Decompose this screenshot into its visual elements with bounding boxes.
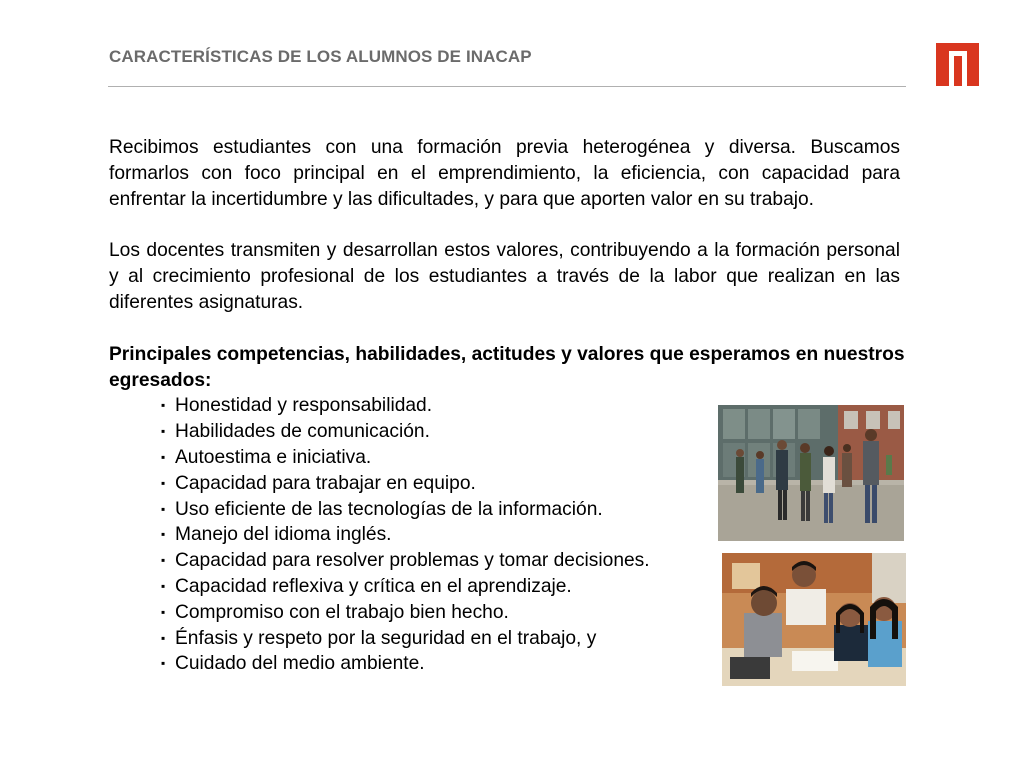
competency-text: Uso eficiente de las tecnologías de la información. xyxy=(175,498,603,520)
title-divider xyxy=(108,86,906,87)
inacap-logo-icon xyxy=(936,43,979,86)
square-bullet-icon: ▪ xyxy=(161,398,166,413)
competency-text: Énfasis y respeto por la seguridad en el trabajo, y xyxy=(175,627,597,649)
teachers-paragraph: Los docentes transmiten y desarrollan estos valores, contribuyendo a la formación personal y al crecimiento profesional de los estudiantes a través de la labor que realizan en las diferentes asignaturas. xyxy=(109,240,900,313)
competency-text: Capacidad para trabajar en equipo. xyxy=(175,472,476,494)
students-studying-photo xyxy=(722,553,906,686)
square-bullet-icon: ▪ xyxy=(161,527,166,542)
square-bullet-icon: ▪ xyxy=(161,553,166,568)
slide-title: CARACTERÍSTICAS DE LOS ALUMNOS DE INACAP xyxy=(109,47,532,66)
students-walking-photo xyxy=(718,405,904,541)
competency-text: Honestidad y responsabilidad. xyxy=(175,395,433,417)
competencies-heading: Principales competencias, habilidades, actitudes y valores que esperamos en nuestros egresados: xyxy=(109,343,905,391)
intro-paragraph: Recibimos estudiantes con una formación previa heterogénea y diversa. Buscamos formarlos con foco principal en el emprendimiento, la eficiencia, con capacidad para enfrentar la incertidumbre y las dificultades, y para que aporten valor en su trabajo. xyxy=(109,137,900,210)
square-bullet-icon: ▪ xyxy=(161,630,166,645)
competency-text: Habilidades de comunicación. xyxy=(175,421,430,443)
square-bullet-icon: ▪ xyxy=(161,501,166,516)
square-bullet-icon: ▪ xyxy=(161,578,166,593)
square-bullet-icon: ▪ xyxy=(161,424,166,439)
competency-text: Autoestima e iniciativa. xyxy=(175,446,372,468)
competency-text: Capacidad reflexiva y crítica en el aprendizaje. xyxy=(175,575,572,597)
competency-text: Cuidado del medio ambiente. xyxy=(175,653,425,675)
competency-text: Compromiso con el trabajo bien hecho. xyxy=(175,601,509,623)
square-bullet-icon: ▪ xyxy=(161,475,166,490)
competency-text: Manejo del idioma inglés. xyxy=(175,524,392,546)
square-bullet-icon: ▪ xyxy=(161,604,166,619)
competency-text: Capacidad para resolver problemas y tomar decisiones. xyxy=(175,550,650,572)
square-bullet-icon: ▪ xyxy=(161,449,166,464)
square-bullet-icon: ▪ xyxy=(161,656,166,671)
